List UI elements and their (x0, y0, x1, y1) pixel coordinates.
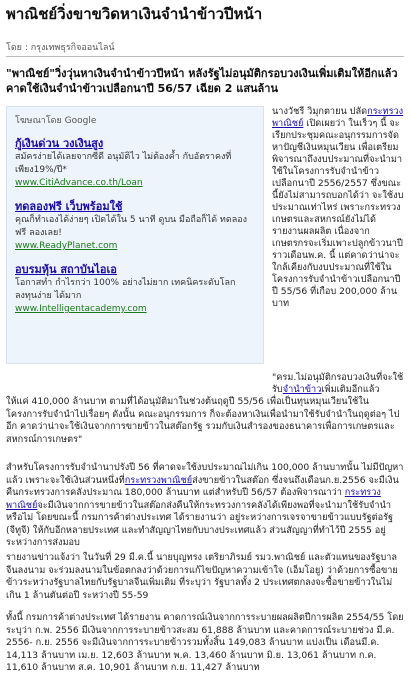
ad-item (15, 200, 255, 253)
ad-url-link[interactable]: www.CitiAdvance.co.th/Loan (15, 178, 143, 188)
text-span: "ครม.ไม่อนุมัติกรอบวงเงินที่จะใช้รับ (272, 372, 404, 395)
text-span: เพิ่มเติมอีกแล้ว (321, 384, 380, 395)
rice-pledging-link[interactable]: จำนำข้าว (282, 384, 322, 395)
ads-header: โฆษณาโดย Google (15, 116, 97, 126)
ad-url-link[interactable]: www.ReadyPlanet.com (15, 241, 118, 251)
article-byline: โดย : กรุงเทพธุรกิจออนไลน์ (6, 43, 115, 53)
text-span: เปิดเผยว่า ในเร็วๆ นี้ จะเรียกประชุมคณะอนุกรรมการจัดหาปัญชีเงินหมุนเวียน เพื่อเตรียมพิจารณาถึงงบประมาณที่จะนำมาใช้ในโครงการรับจำนำข้าวเปลือกนาปี 2556/2557 ซึ่งขณะนี้ยังไม่สามารถบอกได้ว่า จะใช้งบประมาณเท่าไหร่ เพราะกระทรวงเกษตรและสหกรณ์ยังไม่ได้รายงานผลผลิต เนื่องจากเกษตรกรจะเริ่มเพาะปลูกข้าวนาปีราวเดือนพ.ค. นี้ แต่คาดว่าน่าจะใกล้เคียงกับงบประมาณที่ใช้ในโครงการรับจำนำข้าวเปลือกนาปีปี 55/56 ที่เกือบ 200,000 ล้านบาท (272, 118, 404, 309)
ministry-of-commerce-link[interactable]: กระทรวงพาณิชย์ (124, 474, 193, 486)
ad-title-link[interactable]: กู้เงินด่วน วงเงินสูง (15, 137, 104, 150)
text-span: ส่งขายข้าวในสต๊อก ซึ่งจนถึงเดือนก.ย.2556 จะมีเงินคืนกระทรวงการคลังประมาณ 180,000 ล้านบาท แต่สำหรับปี 56/57 ต้องพิจารณาว่า (6, 474, 399, 498)
quote-text (272, 372, 404, 396)
google-ads-box (6, 106, 264, 364)
article-headline: พาณิชย์วิ่งขาขวิดหาเงินจำนำข้าวปีหน้า (6, 5, 263, 23)
body-paragraph-4: ทั้งนี้ กรมการค้าต่างประเทศ ได้รายงาน คาดการณ์เงินจากการระบายผลผลิตปีการผลิต 2554/55 โดยระบุว่า ก.พ. 2556 มีเงินจากการระบายข้าวสะสม 61,888 ล้านบาท และคาดการณ์ระบายช่วง มี.ค. 2556- ก.ย. 2556 จะมีเงินจากการระบายข้าวรวมทั้งสิ้น 149,083 ล้านบาท แบ่งเป็น เดือนมี.ค. 14,113 ล้านบาท เม.ย. 12,603 ล้านบาท พ.ค. 13,460 ล้านบาท มิ.ย. 13,061 ล้านบาท ก.ค. 11,610 ล้านบาท ส.ค. 10,901 ล้านบาท ก.ย. 11,427 ล้านบาท (6, 612, 404, 673)
ministry-of-commerce-link[interactable]: กระทรวงพาณิชย์ (6, 487, 381, 511)
divider (6, 56, 404, 57)
side-column-text (272, 106, 404, 310)
ad-description: โอกาสทำ กำไรกว่า 100% อย่างไม่ยาก เทคนิคระดับโลก ลงทุนง่าย ได้มาก (15, 278, 236, 301)
body-paragraph-2 (6, 462, 404, 550)
ad-item (15, 263, 255, 316)
ad-title-link[interactable]: ทดลองฟรี เว็บพร้อมใช้ (15, 200, 123, 213)
article-lead: "พาณิชย์"วิ่งวุ่นหาเงินจำนำข้าวปีหน้า หลังรัฐไม่อนุมัติกรอบวงเงินเพิ่มเติมให้อีกแล้ว คาดใช้เงินจำนำข้าวเปลือกนาปี 56/57 เฉียด 2 แสนล้าน (6, 67, 398, 95)
ad-description: สมัครง่ายได้เลยจากซีดี อนุมัติไว ไม่ต้องค้ำ กับอัตราคงที่เพียง19%/ปี* (15, 152, 232, 175)
ad-title-link[interactable]: อบรมหุ้น สถาบันไอเอ (15, 263, 117, 276)
ad-item (15, 137, 255, 190)
text-span: จะมีเงินจากการขายข้าวในสต๊อกส่งคืนให้กระทรวงการคลังได้เพียงพอที่จะนำมาใช้รับจำนำหรือไม่ โดยขณะนี้ กรมการค้าต่างประเทศ ได้รายงานว่า อยู่ระหว่างการเจรจาขายข้าวแบบรัฐต่อรัฐ (จีทูจี) ให้กับอีกหลายประเทศ และทำสัญญาไทยกับบางประเทศแล้ว ส่วนสัญญาที่ทำไว้ปี 2555 อยู่ระหว่างการส่งมอบ (6, 499, 394, 548)
text-span: สำหรับโครงการรับจำนำนาปรังปี 56 ที่คาดจะใช้งบประมาณไม่เกิน 100,000 ล้านบาทนั้น ไม่มีปัญหาแล้ว เพราะจะใช้เงินส่วนหนึ่งที่ (6, 462, 404, 486)
text-span: นางวัชรี วิมุกตายน ปลัด (272, 106, 368, 117)
ad-url-link[interactable]: www.Intelligentacademy.com (15, 304, 147, 314)
body-paragraph-1: ให้แค่ 410,000 ล้านบาท ตามที่ได้อนุมัติมาในช่วงต้นฤดูปี 55/56 เพื่อเป็นทุนหมุนเวียนใช้ในโครงการรับจำนำไปเรื่อยๆ ดังนั้น คณะอนุกรรมการ ก็จะต้องหาเงินเพื่อนำมาใช้รับจำนำในฤดูต่อๆ ไปอีก คาดว่าน่าจะใช้เงินจากการขายข้าวในสต๊อกรัฐ รวมกับเงินสำรองของธนาคารเพื่อการเกษตรและสหกรณ์การเกษตร" (6, 396, 400, 445)
ad-description: คุณก็ทำเองได้ง่ายๆ เปิดได้ใน 5 นาที ดูบน มือถือก็ได้ ทดลองฟรี ลองเลย! (15, 215, 248, 238)
paragraph (272, 106, 404, 310)
body-paragraph-3: รายงานข่าวแจ้งว่า ในวันที่ 29 มี.ค.นี้ นายบุญทรง เตริยาภิรมย์ รมว.พาณิชย์ และตัวแทนของรัฐบาลจีนลงนาม จะร่วมลงนามในข้อตกลงว่าด้วยการแก้ไขปัญหาความเข้าใจ (เอ็มโอยู) ว่าด้วยการซื้อขายข้าวระหว่างรัฐบาลไทยกับรัฐบาลจีนเพิ่มเติม ที่ระบุว่า รัฐบาลทั้ง 2 ประเทศตกลงจะซื้อขายข้าวในไม่เกิน 1 ล้านตันต่อปี ระหว่างปี 55-59 (6, 552, 398, 601)
ministry-of-commerce-link[interactable]: กระทรวงพาณิชย์ (272, 106, 404, 129)
